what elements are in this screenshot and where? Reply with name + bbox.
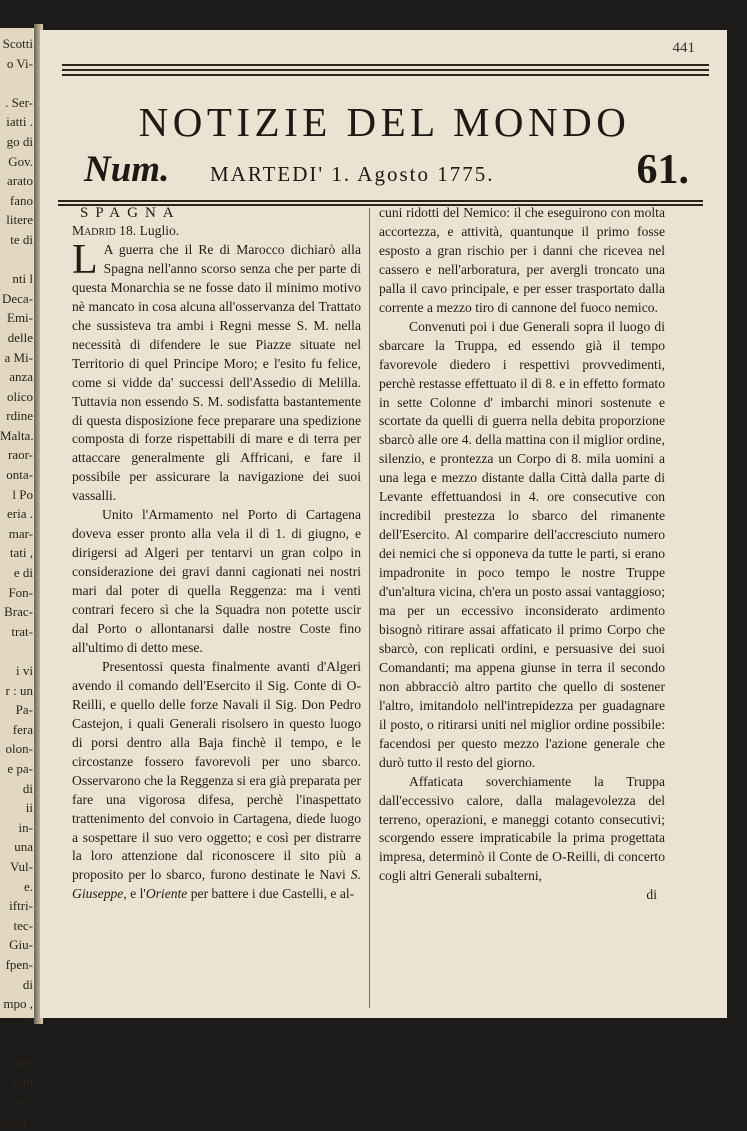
article-paragraph-1 xyxy=(72,236,361,506)
dateline-date: 18. Luglio. xyxy=(119,223,180,238)
article-paragraph-4: Convenuti poi i due Generali sopra il luogo di sbarcare la Truppa, ed essendo già il tempo favorevole diedero i respettivi provvedimenti, perchè restasse effettuato il dì 8. e in effetto formato in sette Colonne d' imbarchi minori sostenute e scortate da quelli di guerra nella debita proporzione sbarcò alle ore 4. della mattina con il miglior ordine, silenzio, e prontezza un Corpo di 8. mila uomini a una lega e mezzo distante dalla Città dalla parte di Levante effettuandosi in 4. ore consecutive con incredibil prestezza lo sbarco del rimanente dell'Esercito. Al comparire dell'accresciuto numero dei nemici che si opponeva da tutte le parti, si erano impadronite in poco tempo le nostre Truppe d'un'altura vicina, ch'era un posto assai vantaggioso; ma per un eccessivo inconsiderato ardimento bisognò ritirare assai affaticato il primo Corpo che sbarcò, con replicati ordini, e persuasive dei suoi Comandanti; ma appena giunse in terra il secondo non abbracciò altro partito che quello di sostener l'altro, imitandolo nell'intrepidezza per guadagnare il posto, o ritirarsi uniti nel miglior ordine possibile: facendosi per questo mezzo l'azione generale che durò tutto il resto del giorno. xyxy=(379,318,665,770)
paragraph-text: per battere i due Castelli, e al- xyxy=(187,886,355,902)
facing-page-fragment xyxy=(0,28,36,1129)
margin-fragment: e. xyxy=(23,878,33,894)
margin-fragment: o Vi- xyxy=(6,55,33,71)
margin-fragment: Gov. xyxy=(8,153,33,169)
margin-fragment: . Ser- xyxy=(5,94,33,110)
margin-fragment: delle xyxy=(7,329,33,345)
left-column xyxy=(72,204,361,904)
margin-fragment: rdine xyxy=(6,408,33,424)
margin-fragment: te di xyxy=(10,231,33,247)
margin-fragment: tec- xyxy=(13,917,33,933)
margin-fragment: Pa- xyxy=(15,702,33,718)
margin-fragment xyxy=(0,250,33,270)
margin-fragment: eria . xyxy=(7,506,33,522)
margin-fragment: r : un xyxy=(5,682,33,698)
margin-fragment: i vi xyxy=(16,663,33,678)
margin-fragment: Giu- xyxy=(9,937,33,953)
margin-fragment: anza xyxy=(9,369,33,385)
margin-fragment: catì . xyxy=(7,1113,33,1129)
margin-fragment: una xyxy=(14,839,33,855)
ship-name: S. Giuseppe xyxy=(72,867,361,902)
issue-label: Num. xyxy=(84,149,170,190)
dateline xyxy=(72,222,361,241)
ship-name: Oriente xyxy=(145,886,188,902)
margin-fragment: e di xyxy=(13,565,33,581)
margin-fragment: onta- xyxy=(6,467,33,483)
margin-fragment xyxy=(0,641,33,661)
margin-fragment: litere xyxy=(6,212,33,228)
margin-fragment: i xyxy=(29,1015,33,1031)
margin-fragment: arato xyxy=(7,173,33,189)
issue-number: 61. xyxy=(636,147,689,193)
paragraph-text: A guerra che il Re di Marocco dichiarò alla Spagna nell'anno scorso senza che per parte di questa Monarchia se ne fosse dato il minimo motivo nè mancato in cosa alcuna all'osservanza del Trattato che sussisteva tra ambi i Regni messe S. M. nella necessità di difendere le sue Piazze situate nel Territorio di quel Principe Moro; e l'esito fu felice, come si vidde da' successi dell'Assedio di Melilla. Tuttavia non essendo S. M. sodisfatta bastantemente di questa disposizione fece preparare una spedizione composta di forze rispettabili di mare e di terra per attaccare generalmente gli Affricani, e fare il possibile per assicurare la navigazione dei suoi vassalli. xyxy=(72,241,361,504)
margin-fragment: l Po xyxy=(12,486,33,502)
section-title: SPAGNA xyxy=(80,205,181,221)
margin-fragment: fera xyxy=(12,721,33,737)
margin-fragment: iatti . xyxy=(6,114,33,130)
paragraph-text: , e l' xyxy=(123,886,146,902)
page-number: 441 xyxy=(672,40,695,56)
article-paragraph-continued: cuni ridotti del Nemico: il che eseguirono con molta accortezza, e attività, quantunque il primo fosse esposto a gran rischio per i danni che ricevea nel cassero e nell'arboratura, per avergli troncato una palla il cavo principale, e per esser trasportato dalla corrente a mezzo tiro di cannone del fuoco nemico. xyxy=(379,205,665,315)
margin-fragment: fano xyxy=(9,192,33,208)
top-double-rule xyxy=(62,64,709,80)
margin-fragment: tati , xyxy=(9,545,33,561)
margin-fragment: Vul- xyxy=(9,858,33,874)
margin-fragment: in- xyxy=(18,819,33,835)
margin-fragment: ifter xyxy=(11,1054,33,1070)
margin-fragment: mpo , xyxy=(3,996,33,1012)
article-paragraph-5: Affaticata soverchiamente la Truppa dall'eccessivo calore, dalla malagevolezza del terreno, operazioni, e maneggi cotanto consecutivi; scorgendo essere impraticabile la prima progettata impresa, determinò il Conte de O-Reilli, di concerto cogli altri Generali subalterni, xyxy=(379,773,665,884)
margin-fragment: a Mi- xyxy=(4,349,33,365)
issue-line xyxy=(40,148,727,198)
margin-fragment: Emi- xyxy=(7,310,33,326)
margin-fragment: e pa- xyxy=(7,760,33,776)
margin-fragment: Malta. xyxy=(0,427,34,443)
margin-fragment: olon- xyxy=(5,741,33,757)
margin-fragment: fpen- xyxy=(5,956,33,972)
margin-fragment: cu- xyxy=(16,1094,33,1110)
article-paragraph-3 xyxy=(72,658,361,904)
margin-fragment: olico xyxy=(7,388,33,404)
margin-fragment: iftri- xyxy=(9,898,33,914)
margin-fragment: trat- xyxy=(11,623,33,639)
margin-fragment: Deca- xyxy=(1,290,33,306)
drop-cap: L xyxy=(72,236,98,283)
catchword: di xyxy=(646,887,657,903)
margin-fragment: Fon- xyxy=(8,584,33,600)
margin-fragment: Scotti xyxy=(2,36,33,51)
margin-fragment: raor- xyxy=(8,447,33,463)
newspaper-page xyxy=(40,30,727,1018)
margin-fragment xyxy=(0,73,33,93)
issue-date: MARTEDI' 1. Agosto 1775. xyxy=(210,162,495,186)
margin-fragment: Brac- xyxy=(4,604,33,620)
margin-fragment: ii tu xyxy=(12,1074,33,1090)
paragraph-text: Presentossi questa finalmente avanti d'Algeri avendo il comando dell'Esercito il Sig. Conte di O-Reilli, e quello delle forze Navali il Sig. Don Pedro Castejon, i quali Generali risolsero in questo luogo di porsi dentro alla Baja finchè il tempo, e le circostanze fossero favorevoli per uno sbarco. Osservarono che la Reggenza si era già preparata per fare una vigorosa difesa, perchè l'inaspettato trattenimento del convoio in Cartagena, diede luogo a sospettare il suo vero oggetto; e così per distrarre la loro attenzione dal riconoscere il sito più a proposito per lo sbarco, furono destinate le Navi xyxy=(72,658,361,883)
margin-fragment: mar- xyxy=(8,525,33,541)
margin-fragment: nti l xyxy=(12,271,33,287)
column-divider xyxy=(369,208,370,1008)
margin-fragment: di xyxy=(22,780,33,796)
right-column xyxy=(379,204,665,905)
article-paragraph-2: Unito l'Armamento nel Porto di Cartagena doveva esser pronto alla vela il dì 1. di giugno, e dirigersi ad Algeri per tentarvi un gran colpo in considerazione dei gravi danni cagionati nei nostri mari dal poter di quella Reggenza: ma i venti contrari fecero sì che la Squadra non potette uscir dal Porto o allontanarsi dalle nostre Coste fino all'ultimo di detto mese. xyxy=(72,507,361,655)
dateline-place: Madrid xyxy=(72,223,116,238)
margin-text-fragments xyxy=(0,34,36,1131)
margin-fragment xyxy=(0,1033,33,1053)
margin-fragment: go di xyxy=(6,133,33,149)
margin-fragment: di xyxy=(22,976,33,992)
masthead-title: NOTIZIE DEL MONDO xyxy=(138,99,631,145)
margin-fragment: ii xyxy=(25,800,33,816)
